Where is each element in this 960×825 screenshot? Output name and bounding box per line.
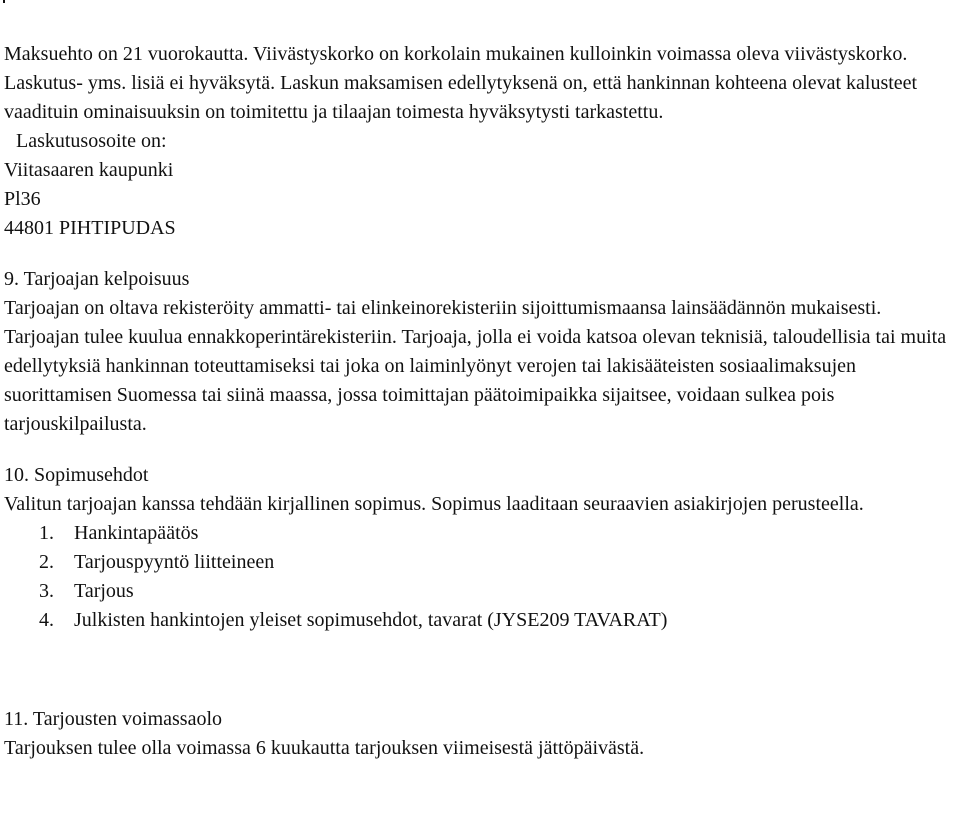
billing-address-line: 44801 PIHTIPUDAS	[4, 217, 176, 239]
section-paragraph: Tarjoajan on oltava rekisteröity ammatti- tai elinkeinorekisteriin sijoittumismaansa lainsäädännön mukaisesti. Tarjoajan tulee kuulua ennakkoperintärekisteriin. Tarjoaja, jolla ei voida katsoa olevan teknisiä, taloudellisia tai muita edellytyksiä hankinnan toteuttamiseksi tai joka on laiminlyönyt verojen tai lakisääteisten sosiaalimaksujen suorittamisen Suomessa tai siinä maassa, jossa toimittajan päätoimipaikka sijaitsee, voidaan sulkea pois tarjouskilpailusta.	[4, 297, 947, 435]
list-item-text: Tarjouspyyntö liitteineen	[74, 551, 275, 573]
list-item-text: Hankintapäätös	[74, 522, 199, 544]
billing-address-line: Viitasaaren kaupunki	[4, 159, 174, 181]
list-item-number: 4.	[39, 609, 54, 631]
billing-address-label: Laskutusosoite on:	[16, 130, 167, 152]
list-item-text: Tarjous	[74, 580, 134, 602]
section-heading: 10. Sopimusehdot	[4, 464, 149, 486]
list-item-number: 3.	[39, 580, 54, 602]
section-paragraph: Valitun tarjoajan kanssa tehdään kirjallinen sopimus. Sopimus laaditaan seuraavien asiakirjojen perusteella.	[4, 493, 864, 515]
section-heading: 11. Tarjousten voimassaolo	[4, 708, 223, 730]
billing-address-line: Pl36	[4, 188, 41, 210]
list-item	[4, 519, 954, 548]
list-item-number: 2.	[39, 551, 54, 573]
list-item-number: 1.	[39, 522, 54, 544]
payment-terms-paragraph: Maksuehto on 21 vuorokautta. Viivästyskorko on korkolain mukainen kulloinkin voimassa oleva viivästyskorko. Laskutus- yms. lisiä ei hyväksytä. Laskun maksamisen edellytyksenä on, että hankinnan kohteena olevat kalusteet vaadituin ominaisuuksin on toimitettu ja tilaajan toimesta hyväksytysti tarkastettu.	[4, 43, 918, 123]
section-heading: 9. Tarjoajan kelpoisuus	[4, 268, 190, 290]
list-item	[4, 577, 954, 606]
list-item	[4, 606, 954, 635]
document-body	[4, 40, 954, 763]
section-paragraph: Tarjouksen tulee olla voimassa 6 kuukautta tarjouksen viimeisestä jättöpäivästä.	[4, 737, 645, 759]
page-mark	[3, 0, 5, 3]
list-item	[4, 548, 954, 577]
document-list	[4, 519, 954, 635]
list-item-text: Julkisten hankintojen yleiset sopimusehdot, tavarat (JYSE209 TAVARAT)	[74, 609, 668, 631]
